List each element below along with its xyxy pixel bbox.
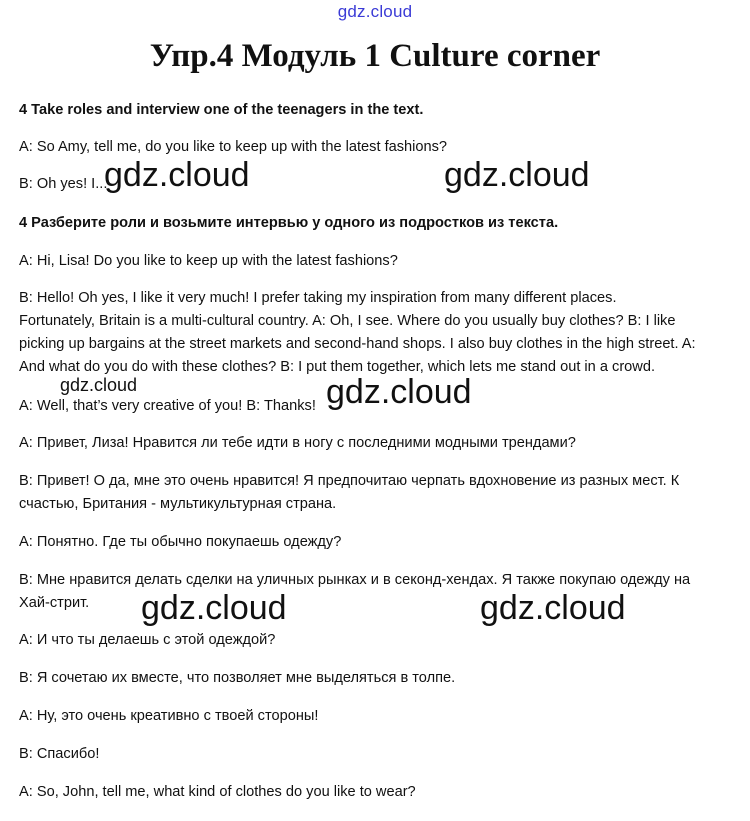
line-john-question: A: So, John, tell me, what kind of clothes do you like to wear? <box>19 784 416 800</box>
line-ru-answer-1a: B: Привет! О да, мне это очень нравится! Я предпочитаю черпать вдохновение из разных мест. К <box>19 473 680 489</box>
line-lisa-answer-4: And what do you do with these clothes? B: I put them together, which lets me stand out in a crowd. <box>19 359 656 375</box>
watermark-6: gdz.cloud <box>480 589 626 627</box>
watermark-1: gdz.cloud <box>104 156 250 194</box>
task-english: 4 Take roles and interview one of the teenagers in the text. <box>19 102 424 118</box>
page-title: Упр.4 Модуль 1 Culture corner <box>149 38 601 74</box>
line-lisa-question: A: Hi, Lisa! Do you like to keep up with the latest fashions? <box>19 253 398 269</box>
line-amy-question: A: So Amy, tell me, do you like to keep up with the latest fashions? <box>19 139 448 155</box>
line-ru-question-2: A: Понятно. Где ты обычно покупаешь одежду? <box>19 534 342 550</box>
line-lisa-answer-1: B: Hello! Oh yes, I like it very much! I prefer taking my inspiration from many different places. <box>19 290 617 306</box>
watermark-top: gdz.cloud <box>337 2 413 21</box>
line-ru-question-3: A: И что ты делаешь с этой одеждой? <box>19 632 276 648</box>
line-lisa-end: A: Well, that’s very creative of you! B: Thanks! <box>19 398 316 414</box>
line-lisa-answer-2: Fortunately, Britain is a multi-cultural country. A: Oh, I see. Where do you usually buy clothes? B: I like <box>19 313 676 329</box>
watermark-3: gdz.cloud <box>60 375 138 395</box>
line-ru-answer-4: B: Спасибо! <box>19 746 100 762</box>
line-amy-answer: B: Oh yes! I... <box>19 176 108 192</box>
line-ru-answer-2b: Хай-стрит. <box>19 595 90 611</box>
watermark-2: gdz.cloud <box>444 156 590 194</box>
line-ru-answer-3: B: Я сочетаю их вместе, что позволяет мне выделяться в толпе. <box>19 670 456 686</box>
line-ru-answer-2a: B: Мне нравится делать сделки на уличных рынках и в секонд-хендах. Я также покупаю одежду на <box>19 572 691 588</box>
line-ru-question-4: A: Ну, это очень креативно с твоей стороны! <box>19 708 319 724</box>
line-ru-answer-1b: счастью, Британия - мультикультурная страна. <box>19 496 337 512</box>
watermark-5: gdz.cloud <box>141 589 287 627</box>
task-russian: 4 Разберите роли и возьмите интервью у одного из подростков из текста. <box>19 215 559 231</box>
line-lisa-answer-3: picking up bargains at the street markets and second-hand shops. I also buy clothes in the high street. A: <box>19 336 696 352</box>
line-ru-question-1: A: Привет, Лиза! Нравится ли тебе идти в ногу с последними модными трендами? <box>19 435 576 451</box>
watermark-4: gdz.cloud <box>326 373 472 411</box>
